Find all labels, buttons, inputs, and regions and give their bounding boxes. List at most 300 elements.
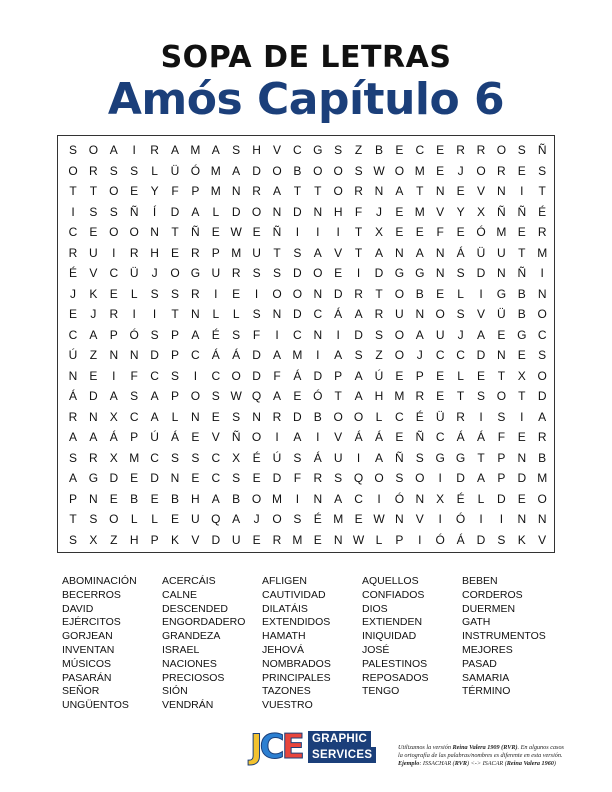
grid-cell: S (130, 389, 139, 403)
grid-cell: M (414, 204, 425, 219)
grid-cell: L (130, 512, 138, 526)
grid-cell: E (517, 491, 526, 506)
grid-cell: A (354, 389, 363, 403)
grid-cell: R (354, 184, 363, 198)
grid-cell: H (333, 204, 343, 219)
grid-cell: O (313, 266, 323, 280)
grid-cell: O (394, 327, 405, 342)
grid-cell: V (436, 204, 445, 219)
grid-cell: Ñ (395, 450, 404, 465)
grid-cell: R (497, 163, 506, 178)
grid-cell: I (295, 491, 300, 506)
grid-cell: I (275, 430, 279, 444)
grid-cell: O (353, 409, 364, 424)
grid-cell: N (517, 450, 527, 465)
word-column-1 (62, 575, 162, 713)
grid-cell: M (414, 163, 425, 178)
grid-cell: N (191, 409, 200, 424)
grid-cell: U (231, 532, 241, 547)
grid-cell: R (374, 307, 384, 321)
grid-cell: Á (68, 389, 77, 403)
grid-row (58, 509, 554, 530)
grid-cell: S (68, 450, 77, 465)
grid-cell: Z (354, 143, 363, 157)
grid-cell: F (354, 204, 363, 219)
grid-cell: É (68, 266, 77, 280)
grid-cell: R (89, 450, 98, 465)
grid-cell: A (150, 409, 159, 424)
grid-cell: M (272, 491, 282, 506)
grid-cell: C (68, 225, 78, 239)
grid-cell: R (537, 225, 547, 239)
grid-cell: Ó (435, 532, 445, 547)
grid-cell: U (89, 245, 98, 260)
grid-cell: A (334, 491, 343, 506)
grid-cell: U (435, 327, 445, 342)
grid-cell: A (89, 327, 98, 342)
word-item: INVENTAN (62, 643, 115, 656)
grid-cell: A (150, 389, 159, 403)
grid-cell: I (316, 225, 320, 239)
grid-cell: O (333, 409, 343, 424)
grid-cell: F (252, 327, 261, 342)
grid-cell: P (68, 491, 77, 506)
grid-cell: S (150, 286, 159, 301)
grid-cell: J (457, 163, 464, 178)
grid-cell: G (313, 143, 323, 157)
grid-cell: O (435, 307, 445, 321)
grid-cell: N (313, 491, 323, 506)
word-item: AQUELLOS (362, 575, 419, 587)
grid-cell: S (109, 163, 118, 178)
grid-cell: I (418, 532, 422, 547)
grid-cell: T (354, 245, 363, 260)
grid-cell: H (129, 532, 139, 547)
word-item: HAMATH (262, 630, 306, 643)
grid-cell: Z (89, 348, 98, 362)
grid-row (58, 243, 554, 264)
grid-row (58, 181, 554, 202)
grid-cell: E (415, 225, 424, 239)
grid-cell: R (129, 245, 139, 260)
grid-cell: R (354, 286, 363, 301)
grid-cell: I (520, 409, 524, 424)
grid-cell: O (251, 430, 262, 444)
grid-cell: S (334, 471, 343, 485)
grid-cell: C (211, 471, 221, 485)
grid-cell: S (334, 143, 343, 157)
word-item: MÚSICOS (62, 657, 112, 670)
grid-row (58, 345, 554, 366)
grid-cell: S (497, 532, 506, 547)
grid-cell: S (68, 532, 77, 547)
word-item: DUERMEN (462, 602, 516, 615)
word-item: GATH (462, 616, 491, 629)
grid-cell: E (395, 143, 404, 157)
grid-cell: Ó (476, 225, 486, 239)
grid-cell: Ú (374, 368, 384, 383)
grid-cell: V (415, 512, 424, 526)
grid-cell: E (293, 389, 302, 403)
grid-cell: J (253, 512, 260, 526)
grid-cell: A (68, 471, 77, 485)
grid-cell: I (377, 491, 381, 506)
grid-cell: Ñ (272, 225, 282, 239)
grid-cell: S (89, 512, 98, 526)
word-item: ISRAEL (162, 643, 200, 656)
word-item: AFLIGEN (262, 575, 307, 587)
grid-cell: E (395, 430, 404, 444)
note-version: Reina Valera 1909 (RVR) (452, 744, 518, 751)
word-item: PASARÁN (62, 671, 112, 684)
word-item: JEHOVÁ (262, 643, 305, 656)
grid-cell: I (520, 184, 524, 198)
grid-cell: S (232, 471, 241, 485)
grid-cell: O (170, 266, 180, 280)
grid-cell: N (191, 307, 200, 321)
grid-cell: E (334, 266, 343, 280)
grid-cell: E (252, 225, 261, 239)
grid-cell: I (356, 266, 361, 280)
grid-cell: L (171, 409, 179, 424)
grid-cell: O (129, 225, 139, 239)
grid-cell: M (231, 245, 242, 260)
grid-cell: H (191, 491, 200, 506)
grid-cell: O (394, 348, 405, 362)
grid-cell: O (415, 471, 425, 485)
grid-cell: N (333, 532, 343, 547)
grid-cell: C (395, 409, 404, 424)
grid-cell: T (89, 184, 98, 198)
grid-cell: V (476, 307, 485, 321)
grid-cell: É (211, 327, 220, 342)
grid-cell: J (70, 286, 76, 301)
grid-cell: V (272, 143, 281, 157)
grid-cell: N (170, 471, 180, 485)
grid-cell: S (109, 204, 118, 219)
grid-cell: X (109, 409, 118, 424)
grid-cell: Á (456, 430, 465, 444)
grid-cell: B (415, 286, 424, 301)
grid-cell: I (132, 143, 136, 157)
grid-cell: M (210, 163, 221, 178)
grid-cell: E (130, 471, 139, 485)
grid-cell: P (497, 450, 506, 465)
grid-cell: A (68, 430, 77, 444)
grid-cell: S (293, 512, 302, 526)
grid-cell: U (497, 245, 506, 260)
grid-cell: L (457, 286, 464, 301)
note-text-2: . En algunos casos la ortografía de las palabras/nombres es diferente en esta versión. (398, 744, 564, 759)
grid-cell: N (89, 491, 98, 506)
grid-cell: D (293, 204, 302, 219)
grid-row (58, 427, 554, 448)
grid-cell: S (538, 348, 547, 362)
grid-cell: I (479, 512, 483, 526)
grid-cell: B (293, 163, 302, 178)
grid-cell: D (293, 266, 302, 280)
grid-cell: Ñ (517, 266, 527, 280)
grid-row (58, 448, 554, 469)
note-example-b: ) <-> ISACAR ( (467, 760, 507, 767)
grid-cell: S (150, 327, 159, 342)
grid-cell: N (497, 184, 506, 198)
grid-cell: E (68, 307, 77, 321)
grid-cell: B (374, 143, 383, 157)
grid-cell: A (211, 143, 220, 157)
grid-cell: H (150, 245, 159, 260)
grid-cell: N (231, 184, 241, 198)
word-item: NACIONES (162, 657, 217, 670)
word-item: DAVID (62, 602, 94, 615)
word-item: VENDRÁN (162, 699, 214, 712)
grid-cell: Z (375, 348, 383, 362)
grid-cell: Á (456, 245, 465, 260)
grid-cell: D (252, 348, 261, 362)
grid-cell: P (415, 368, 424, 383)
grid-cell: A (354, 368, 363, 383)
grid-cell: J (376, 204, 382, 219)
grid-cell: I (71, 204, 75, 219)
grid-cell: D (252, 368, 261, 383)
grid-cell: R (191, 245, 200, 260)
grid-cell: T (416, 184, 424, 198)
grid-cell: O (109, 184, 119, 198)
grid-cell: Ü (497, 307, 506, 321)
grid-cell: I (193, 368, 198, 383)
grid-cell: N (435, 266, 445, 280)
word-item: DILATÁIS (262, 602, 308, 615)
grid-cell: X (374, 225, 383, 239)
grid-cell: D (354, 327, 363, 342)
grid-cell: A (354, 307, 363, 321)
grid-cell: E (313, 532, 322, 547)
grid-cell: Z (110, 532, 118, 547)
grid-cell: Ú (272, 450, 282, 465)
grid-cell: R (456, 143, 465, 157)
grid-cell: L (212, 204, 220, 219)
grid-cell: D (333, 286, 343, 301)
note-example-a: : ISSACHAR ( (419, 760, 455, 767)
word-item: PALESTINOS (362, 657, 428, 670)
grid-cell: L (151, 512, 158, 526)
grid-cell: Ó (455, 512, 466, 526)
grid-cell: R (456, 409, 465, 424)
grid-cell: R (476, 143, 486, 157)
grid-cell: A (334, 348, 343, 362)
grid-cell: É (313, 512, 322, 526)
grid-cell: S (130, 163, 139, 178)
word-item: EXTENDIDOS (262, 616, 331, 629)
word-item: EJÉRCITOS (62, 616, 121, 629)
grid-cell: R (68, 409, 78, 424)
grid-cell: I (112, 368, 116, 383)
grid-cell: O (537, 368, 547, 383)
word-item: BECERROS (62, 588, 121, 601)
grid-cell: K (517, 532, 526, 547)
grid-cell: E (109, 286, 118, 301)
grid-cell: M (210, 184, 221, 198)
grid-cell: S (354, 348, 363, 362)
grid-cell: N (109, 348, 119, 362)
grid-cell: D (476, 532, 486, 547)
grid-cell: Ó (190, 163, 201, 178)
grid-cell: N (537, 512, 547, 526)
grid-cell: E (211, 225, 220, 239)
grid-cell: E (436, 286, 445, 301)
grid-cell: G (88, 471, 99, 485)
grid-cell: V (191, 532, 200, 547)
grid-cell: V (476, 184, 485, 198)
grid-cell: C (293, 327, 302, 342)
grid-cell: G (394, 266, 405, 280)
word-item: INIQUIDAD (362, 630, 417, 643)
grid-cell: E (517, 163, 526, 178)
grid-cell: R (191, 286, 200, 301)
grid-cell: O (272, 163, 282, 178)
grid-cell: X (232, 450, 241, 465)
grid-cell: Y (150, 184, 159, 198)
grid-cell: N (435, 184, 445, 198)
grid-cell: M (292, 348, 303, 362)
grid-cell: N (313, 286, 323, 301)
grid-cell: S (538, 163, 547, 178)
grid-cell: J (416, 348, 423, 362)
grid-cell: R (415, 389, 425, 403)
grid-cell: T (497, 368, 506, 383)
grid-cell: N (68, 368, 78, 383)
grid-cell: T (375, 286, 383, 301)
grid-cell: D (374, 266, 384, 280)
grid-cell: S (272, 266, 281, 280)
grid-cell: A (374, 245, 383, 260)
grid-cell: C (109, 266, 119, 280)
grid-cell: O (537, 491, 547, 506)
grid-cell: O (496, 143, 507, 157)
grid-cell: E (150, 491, 159, 506)
grid-cell: S (232, 409, 241, 424)
grid-cell: L (477, 491, 485, 506)
grid-cell: E (191, 430, 200, 444)
grid-cell: Á (476, 430, 485, 444)
grid-cell: S (89, 204, 98, 219)
grid-cell: T (456, 389, 465, 403)
grid-cell: C (68, 327, 78, 342)
grid-cell: T (69, 184, 77, 198)
grid-cell: L (457, 368, 464, 383)
grid-cell: A (476, 327, 485, 342)
grid-cell: A (211, 491, 220, 506)
grid-cell: V (538, 532, 547, 547)
word-item: ACERCÁIS (162, 575, 216, 587)
word-item: BEBEN (462, 575, 498, 587)
word-item: ABOMINACIÓN (62, 575, 137, 587)
grid-cell: T (538, 184, 546, 198)
grid-cell: O (109, 512, 119, 526)
grid-cell: A (109, 143, 118, 157)
grid-cell: D (170, 204, 180, 219)
word-list (62, 575, 562, 720)
word-item: DIOS (362, 602, 388, 615)
grid-cell: I (438, 471, 442, 485)
grid-cell: E (395, 368, 404, 383)
grid-cell: E (436, 368, 445, 383)
grid-cell: Ü (129, 266, 139, 280)
grid-cell: G (496, 286, 507, 301)
grid-cell: C (211, 450, 221, 465)
word-item: ENGORDADERO (162, 616, 246, 629)
word-item: SAMARIA (462, 671, 510, 684)
grid-cell: B (538, 450, 547, 465)
grid-cell: O (68, 163, 78, 178)
word-item: GRANDEZA (162, 630, 221, 643)
grid-cell: S (252, 266, 261, 280)
grid-cell: S (517, 143, 526, 157)
grid-cell: Á (170, 430, 179, 444)
grid-cell: Ó (129, 327, 139, 342)
grid-cell: X (109, 450, 118, 465)
grid-cell: T (314, 184, 322, 198)
grid-cell: B (232, 491, 241, 506)
grid-cell: E (89, 225, 98, 239)
grid-cell: O (333, 184, 343, 198)
grid-cell: D (313, 368, 323, 383)
grid-cell: A (191, 204, 200, 219)
grid-cell: W (373, 512, 385, 526)
word-item: CALNE (162, 588, 198, 601)
word-item: TÉRMINO (462, 685, 511, 698)
word-item: MEJORES (462, 643, 513, 656)
grid-cell: D (517, 471, 527, 485)
grid-cell: N (129, 348, 139, 362)
word-column-2 (162, 575, 262, 713)
grid-cell: C (293, 143, 302, 157)
grid-cell: D (476, 348, 486, 362)
grid-cell: F (273, 368, 281, 383)
grid-cell: Ñ (517, 204, 527, 219)
grid-cell: M (537, 245, 548, 260)
grid-cell: C (313, 307, 323, 321)
grid-cell: R (89, 163, 98, 178)
word-item: JOSÉ (362, 643, 390, 656)
grid-cell: A (272, 389, 281, 403)
grid-cell: O (231, 368, 241, 383)
note-rv1960: Reina Valera 1960 (506, 760, 554, 767)
grid-cell: S (497, 409, 506, 424)
grid-cell: B (517, 307, 526, 321)
grid-cell: A (415, 245, 424, 260)
grid-cell: A (395, 184, 404, 198)
grid-cell: Q (353, 471, 364, 485)
grid-cell: A (89, 430, 98, 444)
grid-cell: F (293, 471, 302, 485)
grid-cell: Ñ (537, 143, 547, 157)
grid-cell: A (538, 409, 547, 424)
grid-cell: D (252, 163, 261, 178)
grid-cell: S (232, 327, 241, 342)
grid-cell: O (190, 389, 201, 403)
grid-cell: E (517, 348, 526, 362)
grid-cell: I (336, 327, 340, 342)
grid-cell: S (293, 450, 302, 465)
grid-cell: U (252, 245, 261, 260)
grid-cell: O (292, 286, 303, 301)
grid-cell: N (313, 327, 323, 342)
grid-cell: D (150, 471, 159, 485)
logo-services-text: SERVICES (308, 747, 376, 763)
grid-row (58, 284, 554, 305)
grid-cell: S (252, 307, 261, 321)
